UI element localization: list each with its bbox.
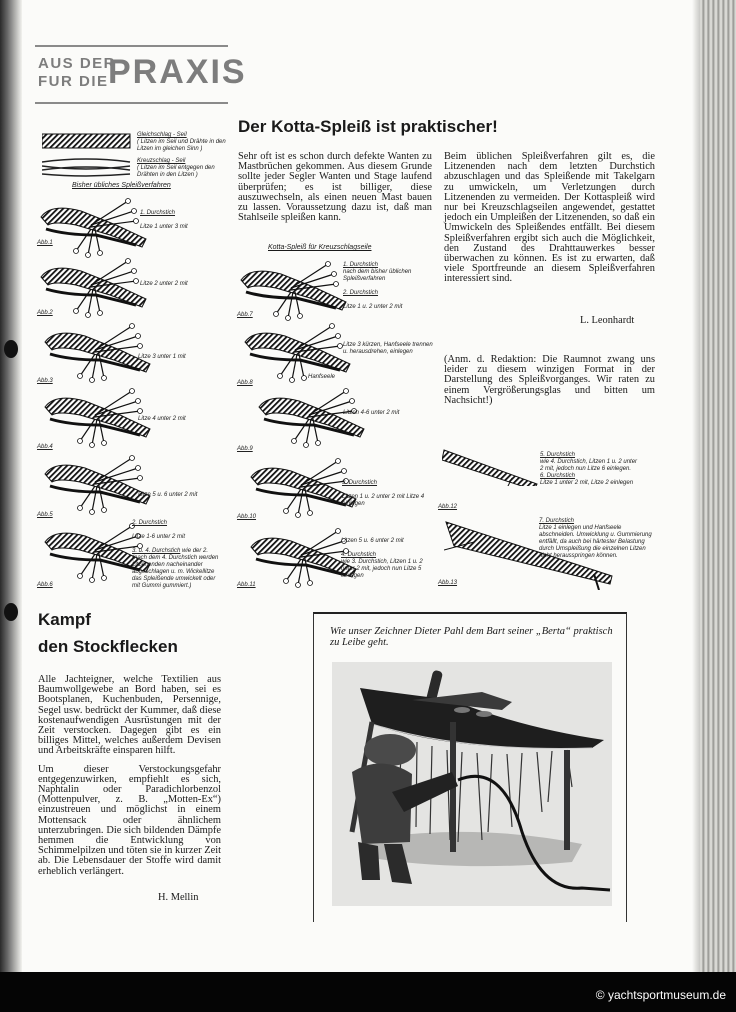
header-rule [35, 45, 228, 47]
figure-label: 1. Durchstich nach dem bisher üblichen Spleißverfahren 2. Durchstich Litze 1 u. 2 unter 2 mit [343, 262, 412, 310]
header-praxis: PRAXIS [108, 53, 247, 91]
header-rule [35, 102, 228, 104]
binding-hole [4, 340, 18, 358]
splice-illustration [36, 195, 148, 259]
figure-label: Litze 3 kürzen, Hanfseele trennen u. herausdrehen, einlegen [343, 342, 433, 355]
article-author: L. Leonhardt [580, 315, 635, 326]
splice-illustration [40, 385, 152, 449]
book-binding-edge [0, 0, 22, 972]
splice-illustration [254, 385, 366, 449]
figure-label: Litze 5 u. 6 unter 2 mit [138, 492, 198, 498]
figure-number: Abb.2 [37, 310, 53, 316]
rope-type-kreuzschlag: Kreuzschlag - Seil ( Litzen im Seil entgegen den Drähten in den Litzen ) [137, 158, 215, 178]
editor-note: (Anm. d. Redaktion: Die Raumnot zwang uns leider zu diesem winzigen Format in der Darstellung des Spleißvorganges. Wir raten zu einem Vergrößerungsglas und bitten um Nachsicht!) [444, 354, 655, 406]
splice-illustration [40, 452, 152, 516]
page-stack-edges [700, 0, 736, 972]
cartoon-illustration [332, 662, 612, 906]
figure-number: Abb.4 [37, 444, 53, 450]
figure-number: Abb.3 [37, 378, 53, 384]
splice-illustration [442, 446, 542, 486]
figure-label: 5. Durchstich wie 4. Durchstich, Litzen 1 u. 2 unter 2 mit, jedoch nun Litze 6 einlegen. 6. Durchstich Litze 1 unter 2 mit, Litze 2 einlegen [540, 452, 638, 486]
figure-number: Abb.12 [438, 504, 458, 510]
figure-number: Abb.1 [37, 240, 53, 246]
article-body: Beim üblichen Spleißverfahren gilt es, die Litzenenden nach dem letzten Durchstich abzuschlagen und das Spleißende mit Takelgarn zu umwickeln, um Verletzungen durch Litzenenden zu vermeiden. Der Kottaspleiß wird nur bei Kreuzschlagseilen angewendet, gestattet jedoch ein Umpleißen der Litzenenden, so daß ein Umwickeln des Spleißendes entfällt. Bei diesem Spleißverfahren ergibt sich auch die Möglichkeit, den Zustand des Drahttauwerkes besser überwachen zu können. Es ist zu erwarten, daß viele Sportfreunde an diesem Spleißverfahren interessiert sind. [444, 151, 655, 285]
figure-label: Litzen 5 u. 6 unter 2 mit 4. Durchstich wie 3. Durchstich, Litzen 1 u. 2 unter 2 mit, jedoch nun Litze 5 einlegen [341, 538, 423, 579]
cartoon-caption: Wie unser Zeichner Dieter Pahl dem Bart seiner „Berta“ praktisch zu Leibe geht. [330, 626, 613, 648]
figure-label: Litze 4 unter 2 mit [138, 416, 186, 422]
figure-label: Litze 2 unter 2 mit [140, 281, 188, 287]
figure-label: 7. Durchstich Litze 1 einlegen und Hanfseele abschneiden. Umwicklung u. Gummierung entfällt, da auch bei härtester Belastung durch Umspleißung die einzelnen Litzen nicht herausspringen können. [539, 518, 652, 559]
hanfseele-tag: Hanfseele [308, 374, 336, 380]
header-aus-der: AUS DER [38, 55, 117, 72]
figure-number: Abb.7 [237, 312, 253, 318]
kampf-author: H. Mellin [158, 892, 199, 903]
figure-label: 1. Durchstich Litze 1 unter 3 mit [140, 210, 188, 230]
watermark: © yachtsportmuseum.de [595, 988, 726, 1002]
header-fur-die: FUR DIE [38, 73, 109, 90]
left-caption: Bisher übliches Spleißverfahren [72, 182, 171, 189]
figure-number: Abb.11 [237, 582, 256, 588]
figure-number: Abb.13 [438, 580, 458, 586]
center-caption: Kotta-Spleiß für Kreuzschlagseile [268, 244, 372, 251]
figure-number: Abb.6 [37, 582, 53, 588]
figure-label: Litzen 4-6 unter 2 mit [343, 410, 400, 416]
rope-type-gleichschlag: Gleichschlag - Seil ( Litzen im Seil und Drähte in den Litzen im gleichen Sinn ) [137, 132, 226, 152]
splice-illustration [240, 320, 352, 384]
figure-label: 2. Durchstich Litze 1-6 unter 2 mit 3. u. 4. Durchstich wie der 2. (nach dem 4. Durchstich werden Litzenenden nacheinander abgeschlagen u. m. Wickellitze das Spleißende umwickelt oder mit Gummi gummiert.) [132, 520, 219, 589]
figure-number: Abb.10 [237, 514, 257, 520]
article-title: Der Kotta-Spleiß ist praktischer! [238, 117, 498, 136]
kampf-body: Alle Jachteigner, welche Textilien aus Baumwollgewebe an Bord haben, sei es Bootsplanen, Kuchenbuden, Persennige, Segel usw. bedrückt der Kummer, daß diese kostenaufwendigen Ausrüstungen mit der Zeit verstocken. Dagegen gibt es ein billiges Mittel, welches außerdem Devisen und Arbeitskräfte einsparen hilft. Um dieser Verstockungsgefahr entgegenzuwirken, empfiehlt es sich, Naphtalin oder Paradichlorbenzol (Mottenpulver, z. B. „Motten-Ex“) einzustreuen und möglichst in einem Mottensack oder ähnlichem unterzubringen. Die sich bildenden Dämpfe hemmen die Entwicklung von Schimmelpilzen und töten sie in kurzer Zeit ab. Die Lebensdauer der Stoffe wird damit erheblich verlängert. [38, 674, 221, 877]
article-intro: Sehr oft ist es schon durch defekte Wanten zu Mastbrüchen gekommen. Aus diesem Grunde sollte jeder Segler Wanten und Stage laufend überprüfen; es ist billiger, diese auszuwechseln, als einen neuen Mast bauen zu lassen. Voraussetzung dazu ist, daß man Stahlseile spleißen kann. [238, 151, 432, 224]
splice-illustration [40, 320, 152, 384]
figure-number: Abb.9 [237, 446, 253, 452]
rope-samples-illustration [42, 132, 132, 178]
figure-label: Litze 3 unter 1 mit [138, 354, 186, 360]
binding-hole [4, 603, 18, 621]
kampf-heading: Kampf den Stockflecken [38, 610, 178, 656]
figure-label: 3. Durchstich Litzen 1 u. 2 unter 2 mit Litze 4 einlegen [342, 480, 425, 507]
figure-number: Abb.5 [37, 512, 53, 518]
figure-number: Abb.8 [237, 380, 253, 386]
